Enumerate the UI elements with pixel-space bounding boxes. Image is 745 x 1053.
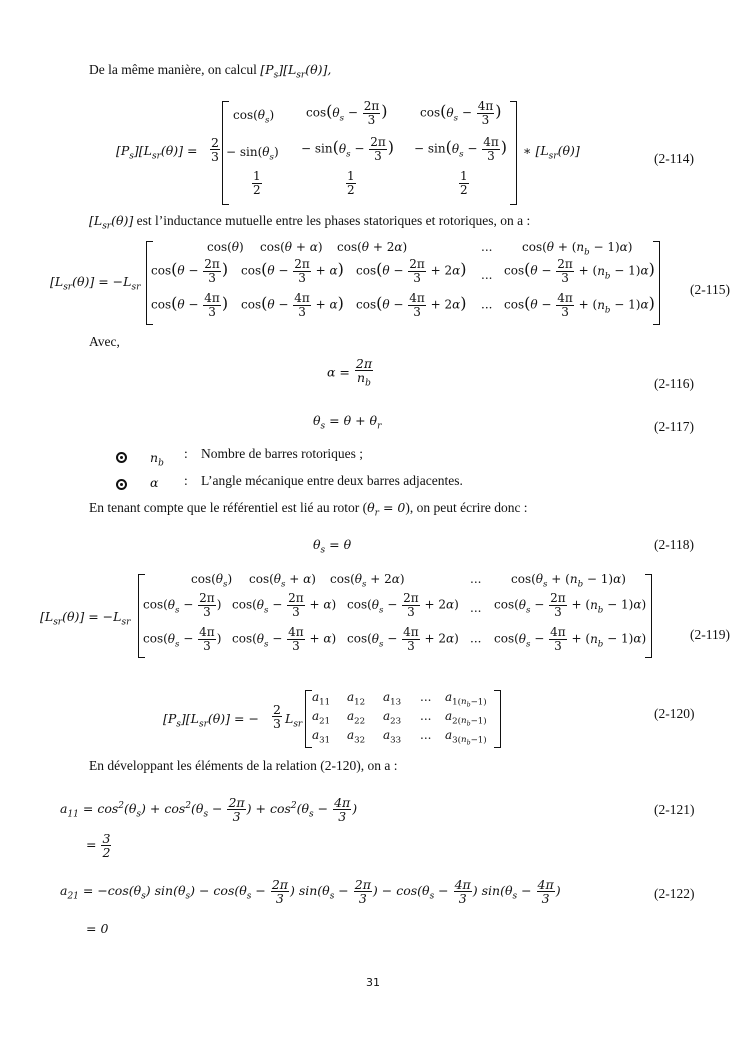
intro-paragraph: De la même manière, on calcul $[P_s][L_{sr}(\theta)]$, — [89, 62, 332, 81]
bullet-icon — [116, 479, 127, 490]
definition-nb: Nombre de barres rotoriques ; — [201, 446, 363, 461]
referential-paragraph: En tenant compte que le référentiel est lié au rotor $(\theta_r = 0)$, on peut écrire donc : — [89, 500, 528, 519]
eq-number-2-114: (2-114) — [654, 151, 694, 166]
intro-text: De la même manière, on calcul — [89, 62, 261, 77]
eq-number-2-117: (2-117) — [654, 419, 694, 434]
inductance-text: est l’inductance mutuelle entre les phases statoriques et rotoriques, on a : — [133, 213, 531, 228]
avec-label: Avec, — [89, 334, 120, 349]
bullet-icon — [116, 452, 127, 463]
eq-number-2-121: (2-121) — [654, 802, 695, 817]
eq-number-2-119: (2-119) — [690, 627, 730, 642]
eq-number-2-118: (2-118) — [654, 537, 694, 552]
eq-number-2-116: (2-116) — [654, 376, 694, 391]
eq-number-2-115: (2-115) — [690, 282, 730, 297]
inductance-paragraph: $[L_{sr}(\theta)]$ est l’inductance mutuelle entre les phases statoriques et rotoriques, on a : — [89, 213, 531, 232]
eq-number-2-120: (2-120) — [654, 706, 695, 721]
eq-number-2-122: (2-122) — [654, 886, 695, 901]
page-number: 31 — [366, 976, 380, 989]
definition-alpha: L’angle mécanique entre deux barres adjacentes. — [201, 473, 463, 488]
develop-paragraph: En développant les éléments de la relation (2-120), on a : — [89, 758, 398, 773]
